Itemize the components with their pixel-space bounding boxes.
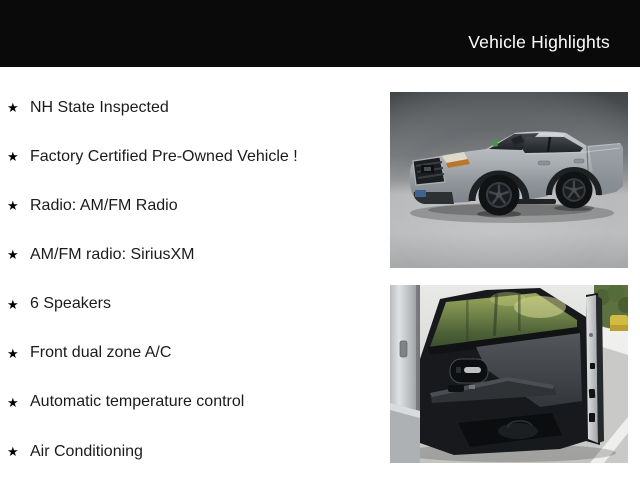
highlight-item (7, 427, 298, 476)
highlight-text: Air Conditioning (30, 442, 143, 460)
star-bullet-icon: ★ (7, 345, 19, 361)
highlight-text: Radio: AM/FM Radio (30, 196, 178, 214)
highlight-text: Front dual zone A/C (30, 344, 172, 362)
truck-exterior-photo (390, 92, 628, 268)
door-interior-photo (390, 285, 628, 463)
highlight-text: AM/FM radio: SiriusXM (30, 245, 195, 263)
star-bullet-icon: ★ (7, 296, 19, 312)
door-interior-illustration (390, 285, 628, 463)
star-bullet-icon: ★ (7, 100, 19, 116)
star-bullet-icon: ★ (7, 444, 19, 460)
star-bullet-icon: ★ (7, 247, 19, 263)
highlight-text: 6 Speakers (30, 295, 111, 313)
highlight-item (7, 181, 298, 230)
highlight-text: NH State Inspected (30, 98, 169, 116)
highlight-item (7, 230, 298, 279)
highlight-text: Automatic temperature control (30, 393, 245, 411)
highlight-text: Factory Certified Pre-Owned Vehicle ! (30, 147, 298, 165)
truck-exterior-illustration (390, 92, 628, 268)
highlight-item (7, 83, 298, 132)
star-bullet-icon: ★ (7, 149, 19, 165)
highlight-item (7, 378, 298, 427)
highlights-list (7, 83, 298, 476)
highlight-item (7, 329, 298, 378)
highlight-item (7, 132, 298, 181)
header-bar (0, 0, 640, 67)
highlight-item (7, 280, 298, 329)
star-bullet-icon: ★ (7, 394, 19, 410)
page-title: Vehicle Highlights (468, 32, 610, 52)
star-bullet-icon: ★ (7, 198, 19, 214)
